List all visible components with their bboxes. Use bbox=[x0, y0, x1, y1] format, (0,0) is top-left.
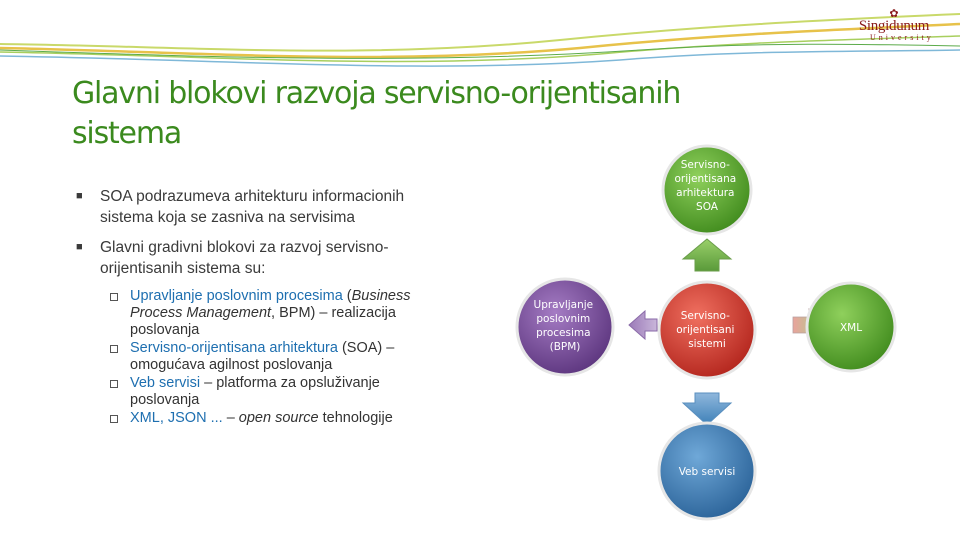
node-soa-line: orijentisana bbox=[674, 173, 737, 185]
sub-bullet-italic: open source bbox=[238, 410, 319, 426]
bullet-square-icon: ■ bbox=[76, 241, 83, 253]
sub-bullet-text: poslovanja bbox=[130, 392, 200, 408]
node-xml-line: XML bbox=[839, 322, 863, 334]
node-bpm-line: Upravljanje bbox=[533, 299, 594, 311]
node-center-line: orijentisani bbox=[676, 324, 735, 336]
sub-bullet-highlight: Upravljanje poslovnim procesima bbox=[130, 288, 343, 304]
sub-bullet-square-icon bbox=[110, 380, 118, 388]
sub-bullet-italic: Process Management bbox=[130, 305, 272, 321]
node-bpm-line: (BPM) bbox=[549, 341, 581, 353]
sub-bullet-item bbox=[76, 340, 486, 374]
bullet-square-icon: ■ bbox=[76, 190, 83, 202]
sub-bullet-italic: Business bbox=[351, 288, 411, 304]
bullet-item bbox=[76, 186, 486, 228]
sub-bullet-item bbox=[76, 410, 486, 427]
node-center-systems bbox=[659, 282, 755, 378]
bullet-list bbox=[76, 186, 486, 428]
title-line-2: sistema bbox=[72, 116, 182, 151]
node-center-line: sistemi bbox=[688, 338, 726, 350]
node-bpm-line: poslovnim bbox=[536, 313, 591, 325]
sub-bullet-item bbox=[76, 288, 486, 339]
node-center-line: Servisno- bbox=[680, 310, 730, 322]
sub-bullet-text: tehnologije bbox=[318, 410, 393, 426]
sub-bullet-text: , BPM) – realizacija bbox=[271, 305, 396, 321]
sub-bullet-text: (SOA) – bbox=[337, 340, 395, 356]
sub-bullet-list bbox=[76, 288, 486, 427]
svg-text:XML bbox=[840, 322, 862, 334]
node-soa-line: arhitektura bbox=[676, 187, 735, 199]
sub-bullet-text: omogućava agilnost poslovanja bbox=[130, 357, 333, 373]
university-logo bbox=[844, 8, 944, 44]
logo-wordmark: Singidunum bbox=[858, 18, 930, 34]
bullet-line: sistema koja se zasniva na servisima bbox=[100, 209, 355, 226]
node-xml bbox=[807, 283, 895, 371]
svg-text:Veb servisi bbox=[679, 466, 736, 478]
node-bpm-line: procesima bbox=[536, 327, 591, 339]
sub-bullet-square-icon bbox=[110, 415, 118, 423]
logo-emblem-icon: ✿ bbox=[889, 7, 899, 20]
logo-subtitle: University bbox=[870, 33, 934, 42]
node-soa-line: Servisno- bbox=[680, 159, 730, 171]
sub-bullet-text: poslovanja bbox=[130, 322, 200, 338]
sub-bullet-square-icon bbox=[110, 345, 118, 353]
sub-bullet-text: – bbox=[222, 410, 239, 426]
sub-bullet-highlight: XML, JSON ... bbox=[130, 410, 223, 426]
soa-diagram bbox=[505, 135, 945, 535]
sub-bullet-text: – platforma za opsluživanje bbox=[200, 375, 380, 391]
bullet-line: orijentisanih sistema su: bbox=[100, 260, 266, 277]
sub-bullet-highlight: Veb servisi bbox=[130, 375, 201, 391]
node-veb-servisi bbox=[659, 423, 755, 519]
bullet-line: Glavni gradivni blokovi za razvoj servisno- bbox=[100, 239, 389, 256]
node-bpm bbox=[517, 279, 613, 375]
title-line-1: Glavni blokovi razvoja servisno-orijentisanih bbox=[72, 76, 681, 111]
bullet-item bbox=[76, 237, 486, 279]
sub-bullet-text: ( bbox=[342, 288, 352, 304]
arrow-up-to-soa bbox=[683, 239, 731, 271]
sub-bullet-highlight: Servisno-orijentisana arhitektura bbox=[130, 340, 338, 356]
sub-bullet-item bbox=[76, 375, 486, 409]
bullet-line: SOA podrazumeva arhitekturu informacionih bbox=[100, 188, 405, 205]
arrow-down-to-veb bbox=[683, 393, 731, 425]
arrow-left-to-bpm bbox=[629, 311, 657, 339]
node-veb-line: Veb servisi bbox=[678, 466, 736, 478]
node-soa bbox=[663, 146, 751, 234]
node-soa-line: SOA bbox=[696, 201, 718, 213]
sub-bullet-square-icon bbox=[110, 293, 118, 301]
